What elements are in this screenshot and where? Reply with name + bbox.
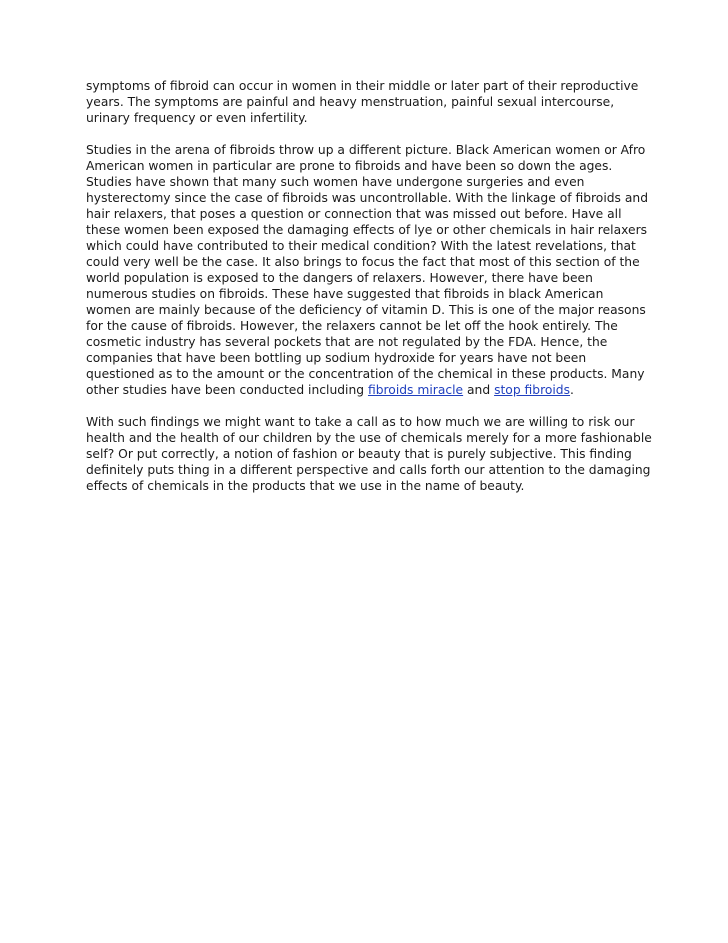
link-separator-text: and <box>463 383 495 397</box>
paragraph-studies-end: . <box>570 383 574 397</box>
link-fibroids-miracle[interactable]: fibroids miracle <box>367 383 464 397</box>
document-body <box>86 78 652 510</box>
link-stop-fibroids[interactable]: stop fibroids <box>494 383 571 397</box>
paragraph-findings: With such findings we might want to take a call as to how much we are willing to risk our health and the health of our children by the use of chemicals merely for a more fashionable self? Or put correctly, a notion of fashion or beauty that is purely subjective. This finding definitely puts thing in a different perspective and calls forth our attention to the damaging effects of chemicals in the products that we use in the name of beauty. <box>86 415 652 493</box>
paragraph-symptoms: symptoms of fibroid can occur in women in their middle or later part of their reproductive years. The symptoms are painful and heavy menstruation, painful sexual intercourse, urinary frequency or even infertility. <box>86 79 639 125</box>
paragraph-studies <box>86 142 652 398</box>
paragraph-studies-text: Studies in the arena of fibroids throw up a different picture. Black American women or Afro American women in particular are prone to fibroids and have been so down the ages. Studies have shown that many such women have undergone surgeries and even hysterectomy since the case of fibroids was uncontrollable. With the linkage of fibroids and hair relaxers, that poses a question or connection that was missed out before. Have all these women been exposed the damaging effects of lye or other chemicals in hair relaxers which could have contributed to their medical condition? With the latest revelations, that could very well be the case. It also brings to focus the fact that most of this section of the world population is exposed to the dangers of relaxers. However, there have been numerous studies on fibroids. These have suggested that fibroids in black American women are mainly because of the deficiency of vitamin D. This is one of the major reasons for the cause of fibroids. However, the relaxers cannot be let off the hook entirely. The cosmetic industry has several pockets that are not regulated by the FDA. Hence, the companies that have been bottling up sodium hydroxide for years have not been questioned as to the amount or the concentration of the chemical in these products. Many other studies have been conducted including <box>86 143 648 397</box>
